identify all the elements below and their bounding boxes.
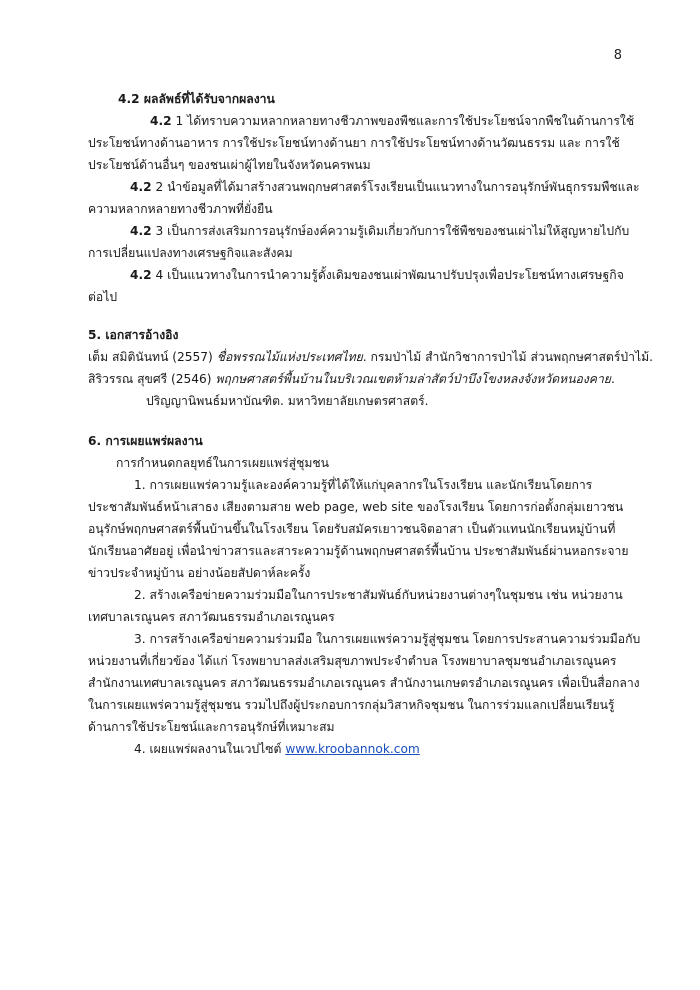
item-number: 4.2	[130, 224, 152, 238]
reference-publisher: . กรมป่าไม้ สำนักวิชาการป่าไม้ ส่วนพฤกษศาสตร์ป่าไม้.	[362, 350, 653, 364]
reference-author: สิริวรรณ สุขศรี (2546)	[88, 372, 216, 386]
text-line	[130, 178, 640, 196]
list-item-4	[134, 740, 420, 758]
text-line: สำนักงานเทศบาลเรณูนคร สภาวัฒนธรรมอำเภอเรณูนคร สำนักงานเกษตรอำเภอเรณูนคร เพื่อเป็นสื่อกลาง	[88, 676, 640, 690]
reference-title: พฤกษศาสตร์พื้นบ้านในบริเวณเขตห้ามล่าสัตว์ป่าบึงโขงหลงจังหวัดหนองคาย	[215, 372, 611, 386]
reference-1	[88, 348, 653, 366]
text-line: หน่วยงานที่เกี่ยวข้อง ได้แก่ โรงพยาบาลส่งเสริมสุขภาพประจำตำบล โรงพยาบาลชุมชนอำเภอเรณูนคร	[88, 654, 617, 668]
item-number: 4.2	[130, 180, 152, 194]
text-line: ข่าวประจำหมู่บ้าน อย่างน้อยสัปดาห์ละครั้ง	[88, 566, 311, 580]
website-link[interactable]: www.kroobannok.com	[285, 742, 420, 756]
text-line: ด้านการใช้ประโยชน์และการอนุรักษ์ที่เหมาะสม	[88, 720, 335, 734]
section-heading-4-2: 4.2 ผลลัพธ์ที่ได้รับจากผลงาน	[118, 92, 275, 106]
text-line	[130, 222, 629, 240]
text-span: 3 เป็นการส่งเสริมการอนุรักษ์องค์ความรู้เดิมเกี่ยวกับการใช้พืชของชนเผ่าไม่ให้สูญหายไปกับ	[151, 224, 630, 238]
text-line	[130, 266, 624, 284]
text-line: ปริญญานิพนธ์มหาบัณฑิต. มหาวิทยาลัยเกษตรศาสตร์.	[146, 394, 429, 408]
text-line: ประโยชน์ด้านอื่นๆ ของชนเผ่าผู้ไทยในจังหวัดนครพนม	[88, 158, 371, 172]
text-line: การเปลี่ยนแปลงทางเศรษฐกิจและสังคม	[88, 246, 293, 260]
text-line: ประชาสัมพันธ์หน้าเสาธง เสียงตามสาย web page, web site ของโรงเรียน โดยการก่อตั้งกลุ่มเยาวชน	[88, 500, 624, 514]
text-line: 1. การเผยแพร่ความรู้และองค์ความรู้ที่ได้ให้แก่บุคลากรในโรงเรียน และนักเรียนโดยการ	[134, 478, 593, 492]
item-number: 4.2	[130, 268, 152, 282]
text-line	[150, 112, 634, 130]
text-span: 4 เป็นแนวทางในการนำความรู้ดั้งเดิมของชนเผ่าพัฒนาปรับปรุงเพื่อประโยชน์ทางเศรษฐกิจ	[151, 268, 624, 282]
reference-title: ชื่อพรรณไม้แห่งประเทศไทย	[216, 350, 363, 364]
section-6-intro: การกำหนดกลยุทธ์ในการเผยแพร่สู่ชุมชน	[116, 456, 330, 470]
text-line: อนุรักษ์พฤกษศาสตร์พื้นบ้านขึ้นในโรงเรียน โดยรับสมัครเยาวชนจิตอาสา เป็นตัวแทนนักเรียนหมู่บ้านที่	[88, 522, 616, 536]
text-line: 3. การสร้างเครือข่ายความร่วมมือ ในการเผยแพร่ความรู้สู่ชุมชน โดยการประสานความร่วมมือกับ	[134, 632, 641, 646]
text-line: ประโยชน์ทางด้านอาหาร การใช้ประโยชน์ทางด้านยา การใช้ประโยชน์ทางด้านวัฒนธรรม และ การใช้	[88, 136, 620, 150]
text-line: ต่อไป	[88, 290, 118, 304]
text-line: เทศบาลเรณูนคร สภาวัฒนธรรมอำเภอเรณูนคร	[88, 610, 335, 624]
list-item-text: 4. เผยแพร่ผลงานในเวปไซต์	[134, 742, 286, 756]
text-line: ในการเผยแพร่ความรู้สู่ชุมชน รวมไปถึงผู้ประกอบการกลุ่มวิสาหกิจชุมชน ในการร่วมแลกเปลี่ยนเรียนรู้	[88, 698, 615, 712]
section-heading-5: 5. เอกสารอ้างอิง	[88, 328, 179, 342]
item-number: 4.2	[150, 114, 172, 128]
text-span: 1 ได้ทราบความหลากหลายทางชีวภาพของพืชและการใช้ประโยชน์จากพืชในด้านการใช้	[171, 114, 635, 128]
text-line: 2. สร้างเครือข่ายความร่วมมือในการประชาสัมพันธ์กับหน่วยงานต่างๆในชุมชน เช่น หน่วยงาน	[134, 588, 623, 602]
text-span: 2 นำข้อมูลที่ได้มาสร้างสวนพฤกษศาสตร์โรงเรียนเป็นแนวทางในการอนุรักษ์พันธุกรรมพืชและ	[151, 180, 640, 194]
text-line: นักเรียนอาศัยอยู่ เพื่อนำข่าวสารและสาระความรู้ด้านพฤกษศาสตร์พื้นบ้าน ประชาสัมพันธ์ผ่านหอกระจาย	[88, 544, 629, 558]
page-number: 8	[613, 48, 622, 63]
text-line: ความหลากหลายทางชีวภาพที่ยั่งยืน	[88, 202, 273, 216]
reference-punct: .	[610, 372, 615, 386]
reference-author: เต็ม สมิตินันทน์ (2557)	[88, 350, 217, 364]
text-line	[88, 370, 615, 388]
section-heading-6: 6. การเผยแพร่ผลงาน	[88, 434, 203, 448]
